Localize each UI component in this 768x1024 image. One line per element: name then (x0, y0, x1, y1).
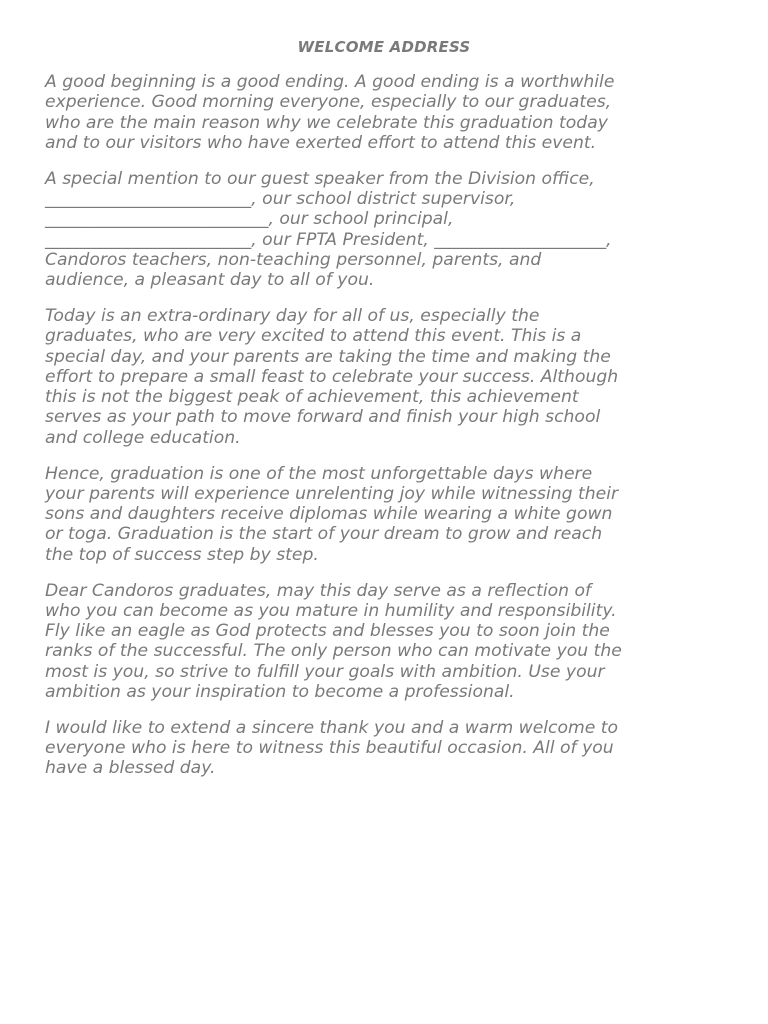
document-body (45, 72, 735, 794)
text-line: ranks of the successful. The only person who can motivate you the (45, 641, 622, 662)
text-line: have a blessed day. (45, 758, 216, 779)
paragraph-extraordinary-day (45, 306, 735, 448)
text-line: special day, and your parents are taking the time and making the (45, 346, 611, 367)
text-line: audience, a pleasant day to all of you. (45, 270, 375, 291)
text-line: graduates, who are very excited to attend this event. This is a (45, 326, 582, 347)
text-line: Hence, graduation is one of the most unforgettable days where (45, 463, 593, 484)
paragraph-intro (45, 72, 735, 153)
text-line: and college education. (45, 427, 241, 448)
text-line: Dear Candoros graduates, may this day serve as a reflection of (45, 580, 592, 601)
text-line: Fly like an eagle as God protects and blesses you to soon join the (45, 621, 610, 642)
text-line: everyone who is here to witness this beautiful occasion. All of you (45, 738, 614, 759)
text-line: Today is an extra-ordinary day for all of us, especially the (45, 305, 540, 326)
text-line: Candoros teachers, non-teaching personnel, parents, and (45, 249, 542, 270)
text-line: A good beginning is a good ending. A good ending is a worthwhile (45, 72, 615, 92)
text-line: ambition as your inspiration to become a professional. (45, 682, 515, 703)
text-line: serves as your path to move forward and finish your high school (45, 407, 601, 428)
paragraph-dear-graduates (45, 581, 735, 703)
text-line: the top of success step by step. (45, 544, 319, 565)
text-line: who you can become as you mature in humility and responsibility. (45, 600, 617, 621)
text-line: who are the main reason why we celebrate this graduation today (45, 112, 608, 133)
text-line: ________________________, our FPTA President, ____________________, (45, 229, 612, 250)
text-line: or toga. Graduation is the start of your dream to grow and reach (45, 524, 603, 545)
text-line: this is not the biggest peak of achievement, this achievement (45, 387, 579, 408)
text-line: your parents will experience unrelenting joy while witnessing their (45, 483, 619, 504)
text-line: effort to prepare a small feast to celebrate your success. Although (45, 366, 619, 387)
text-line: and to our visitors who have exerted effort to attend this event. (45, 132, 597, 153)
paragraph-special-mention (45, 169, 735, 291)
paragraph-graduation (45, 464, 735, 565)
text-line: A special mention to our guest speaker from the Division office, (45, 168, 595, 189)
text-line: most is you, so strive to fulfill your goals with ambition. Use your (45, 661, 605, 682)
document-title: WELCOME ADDRESS (297, 38, 471, 56)
text-line: I would like to extend a sincere thank you and a warm welcome to (45, 717, 619, 738)
text-line: __________________________, our school principal, (45, 209, 454, 230)
paragraph-closing (45, 718, 735, 779)
text-line: experience. Good morning everyone, especially to our graduates, (45, 92, 612, 113)
text-line: ________________________, our school district supervisor, (45, 188, 516, 209)
text-line: sons and daughters receive diplomas while wearing a white gown (45, 504, 613, 525)
